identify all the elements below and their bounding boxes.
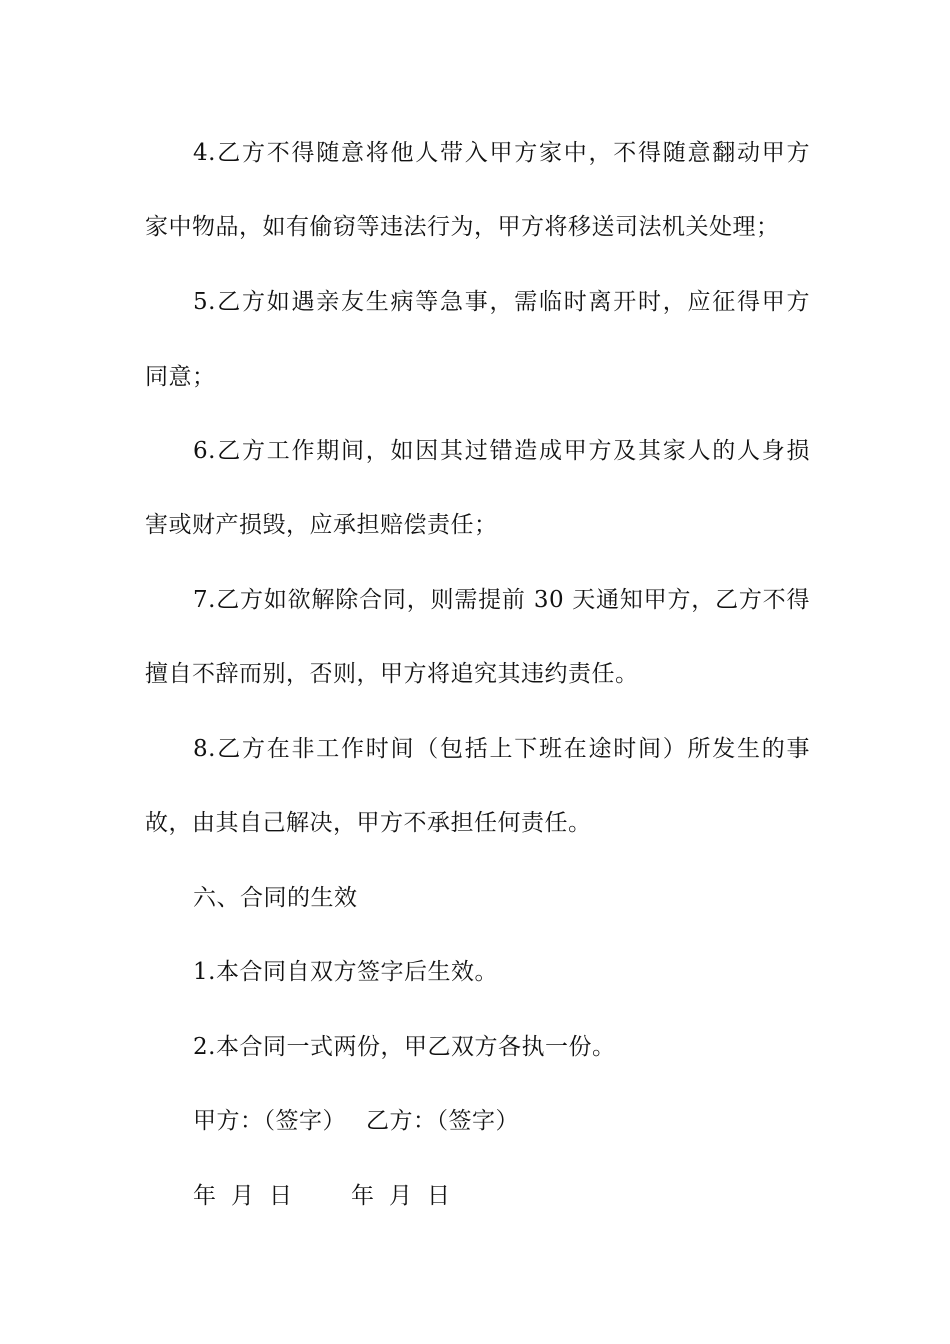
signature-row: [193, 1106, 858, 1136]
clause-4-line-1: 4.乙方不得随意将他人带入甲方家中，不得随意翻动甲方: [193, 140, 810, 166]
clause-7-line-2: 擅自不辞而别，否则，甲方将追究其违约责任。: [145, 661, 639, 687]
clause-6-line-2: 害或财产损毁，应承担赔偿责任；: [145, 512, 498, 538]
section-six-heading: 六、合同的生效: [193, 885, 358, 911]
party-b-signature: 乙方：（签字）: [366, 1108, 519, 1134]
clause-4-line-2: 家中物品，如有偷窃等违法行为，甲方将移送司法机关处理；: [145, 214, 780, 240]
section-six-item-1: 1.本合同自双方签字后生效。: [193, 959, 498, 985]
party-a-day: 日: [269, 1183, 293, 1209]
section-six-item-2: 2.本合同一式两份，甲乙双方各执一份。: [193, 1034, 616, 1060]
party-b-day: 日: [427, 1183, 451, 1209]
party-b-month: 月: [389, 1183, 413, 1209]
date-row: [193, 1181, 858, 1211]
clause-5-line-1: 5.乙方如遇亲友生病等急事，需临时离开时，应征得甲方: [193, 289, 810, 315]
party-a-month: 月: [231, 1183, 255, 1209]
party-a-year: 年: [193, 1183, 217, 1209]
party-b-year: 年: [351, 1183, 375, 1209]
clause-8-line-1: 8.乙方在非工作时间（包括上下班在途时间）所发生的事: [193, 736, 810, 762]
clause-8-line-2: 故，由其自己解决，甲方不承担任何责任。: [145, 810, 592, 836]
clause-6-line-1: 6.乙方工作期间，如因其过错造成甲方及其家人的人身损: [193, 438, 810, 464]
clause-5-line-2: 同意；: [145, 364, 216, 390]
clause-7-line-1: 7.乙方如欲解除合同，则需提前 30 天通知甲方，乙方不得: [193, 587, 810, 613]
party-a-signature: 甲方：（签字）: [193, 1108, 346, 1134]
